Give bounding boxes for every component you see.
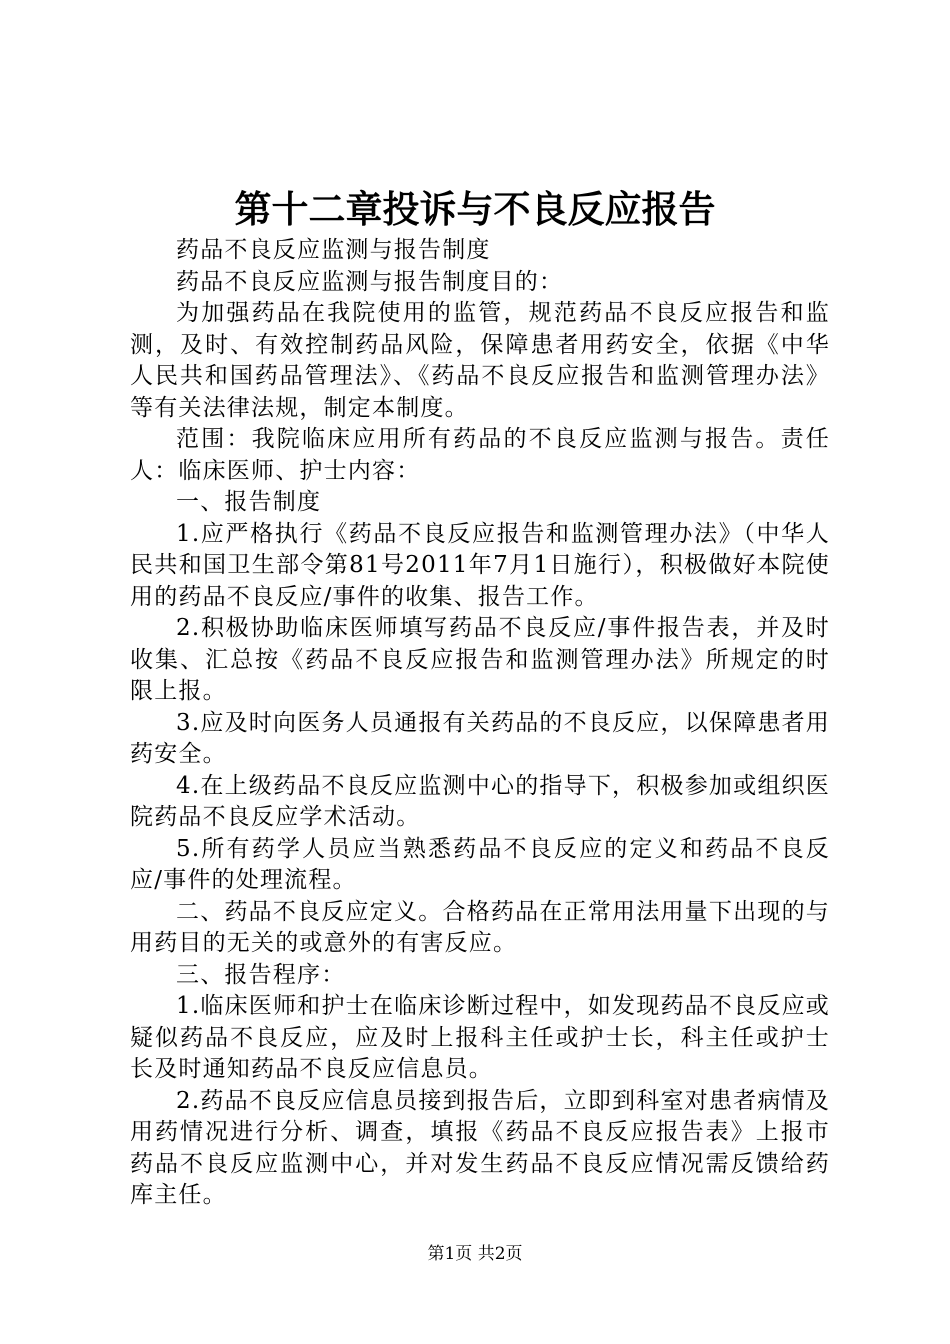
document-body <box>130 235 830 1212</box>
paragraph-scope: 范围：我院临床应用所有药品的不良反应监测与报告。责任人：临床医师、护士内容： <box>130 426 830 484</box>
section-heading-report-system: 一、报告制度 <box>176 489 322 515</box>
list-item: 5.所有药学人员应当熟悉药品不良反应的定义和药品不良反应/事件的处理流程。 <box>130 835 830 893</box>
paragraph-heading: 药品不良反应监测与报告制度 <box>176 237 491 263</box>
section-heading-definition: 二、药品不良反应定义。合格药品在正常用法用量下出现的与用药目的无关的或意外的有害反应。 <box>130 898 830 956</box>
paragraph-purpose-label: 药品不良反应监测与报告制度目的： <box>176 268 564 295</box>
list-item: 2.积极协助临床医师填写药品不良反应/事件报告表，并及时收集、汇总按《药品不良反应报告和监测管理办法》所规定的时限上报。 <box>130 615 830 704</box>
list-item: 1.临床医师和护士在临床诊断过程中，如发现药品不良反应或疑似药品不良反应，应及时上报科主任或护士长，科主任或护士长及时通知药品不良反应信息员。 <box>130 993 830 1082</box>
list-item: 3.应及时向医务人员通报有关药品的不良反应，以保障患者用药安全。 <box>130 709 830 767</box>
list-item: 2.药品不良反应信息员接到报告后，立即到科室对患者病情及用药情况进行分析、调查，填报《药品不良反应报告表》上报市药品不良反应监测中心，并对发生药品不良反应情况需反馈给药库主任。 <box>130 1087 830 1208</box>
section-heading-procedure: 三、报告程序： <box>176 961 346 988</box>
document-title: 第十二章投诉与不良反应报告 <box>234 187 716 231</box>
list-item: 4.在上级药品不良反应监测中心的指导下，积极参加或组织医院药品不良反应学术活动。 <box>130 772 830 830</box>
paragraph-purpose: 为加强药品在我院使用的监管，规范药品不良反应报告和监测，及时、有效控制药品风险，保障患者用药安全，依据《中华人民共和国药品管理法》、《药品不良反应报告和监测管理办法》等有关法律法规，制定本制度。 <box>130 300 830 421</box>
page-number: 第1页 共2页 <box>427 1244 523 1264</box>
list-item: 1.应严格执行《药品不良反应报告和监测管理办法》（中华人民共和国卫生部令第81号2011年7月1日施行），积极做好本院使用的药品不良反应/事件的收集、报告工作。 <box>130 520 830 610</box>
